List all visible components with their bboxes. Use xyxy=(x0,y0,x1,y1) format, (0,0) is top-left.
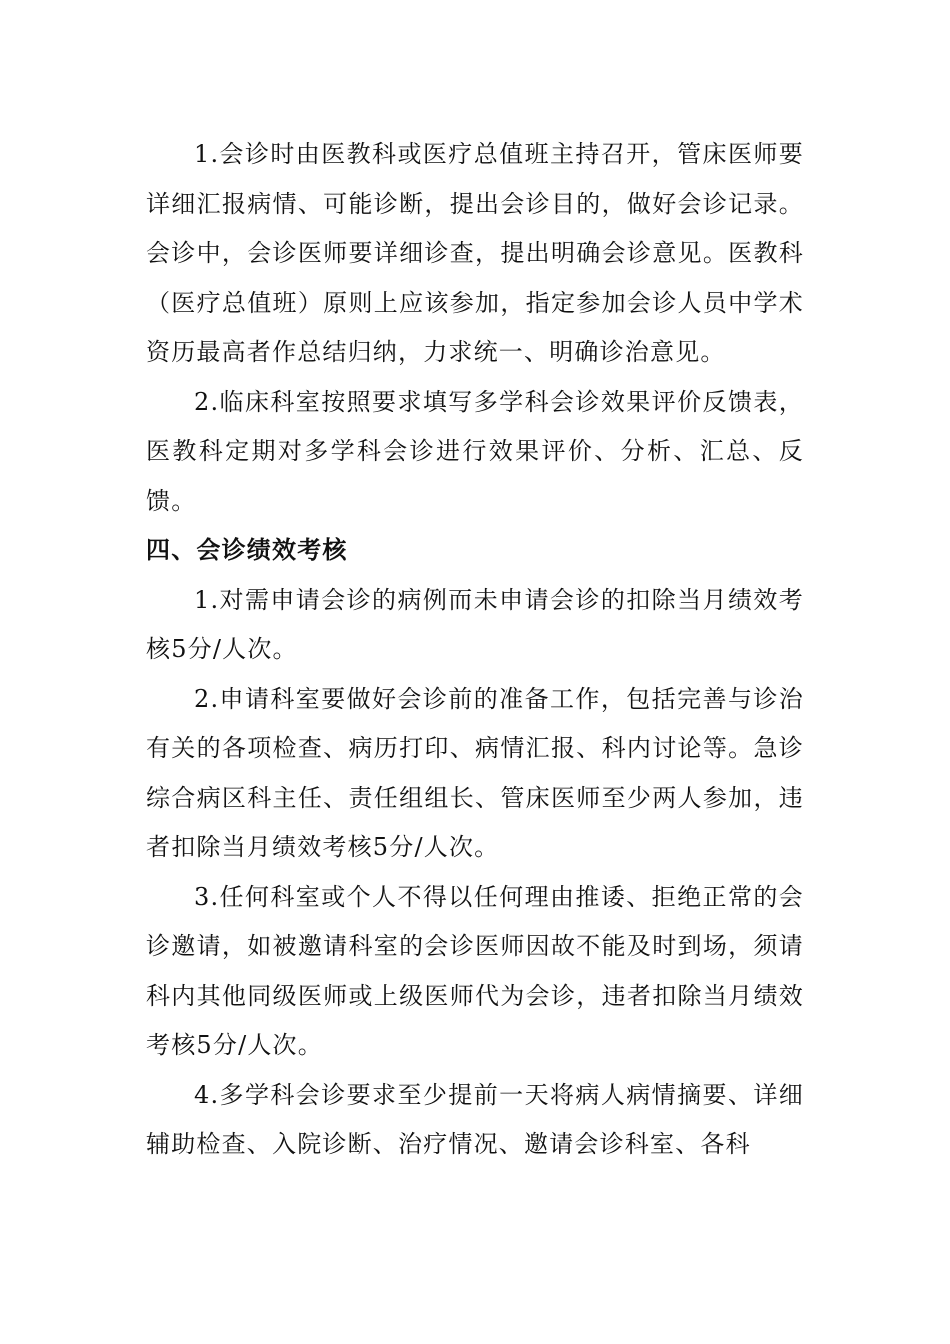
paragraph-rule-2: 2.申请科室要做好会诊前的准备工作，包括完善与诊治有关的各项检查、病历打印、病情汇报、科内讨论等。急诊综合病区科主任、责任组组长、管床医师至少两人参加，违者扣除当月绩效考核5分/人次。 xyxy=(146,684,804,861)
paragraph-consultation-procedure: 1.会诊时由医教科或医疗总值班主持召开，管床医师要详细汇报病情、可能诊断，提出会诊目的，做好会诊记录。会诊中，会诊医师要详细诊查，提出明确会诊意见。医教科（医疗总值班）原则上应该参加，指定参加会诊人员中学术资历最高者作总结归纳，力求统一、明确诊治意见。 xyxy=(146,140,804,366)
paragraph-rule-4: 4.多学科会诊要求至少提前一天将病人病情摘要、详细辅助检查、入院诊断、治疗情况、邀请会诊科室、各科 xyxy=(146,1080,804,1158)
paragraph-rule-1: 1.对需申请会诊的病例而未申请会诊的扣除当月绩效考核5分/人次。 xyxy=(146,585,804,663)
paragraph-rule-3: 3.任何科室或个人不得以任何理由推诿、拒绝正常的会诊邀请，如被邀请科室的会诊医师因故不能及时到场，须请科内其他同级医师或上级医师代为会诊，违者扣除当月绩效考核5分/人次。 xyxy=(146,882,804,1059)
section-heading-performance: 四、会诊绩效考核 xyxy=(146,536,348,564)
document-body xyxy=(146,130,804,1170)
paragraph-feedback-evaluation: 2.临床科室按照要求填写多学科会诊效果评价反馈表，医教科定期对多学科会诊进行效果评价、分析、汇总、反馈。 xyxy=(146,387,804,515)
